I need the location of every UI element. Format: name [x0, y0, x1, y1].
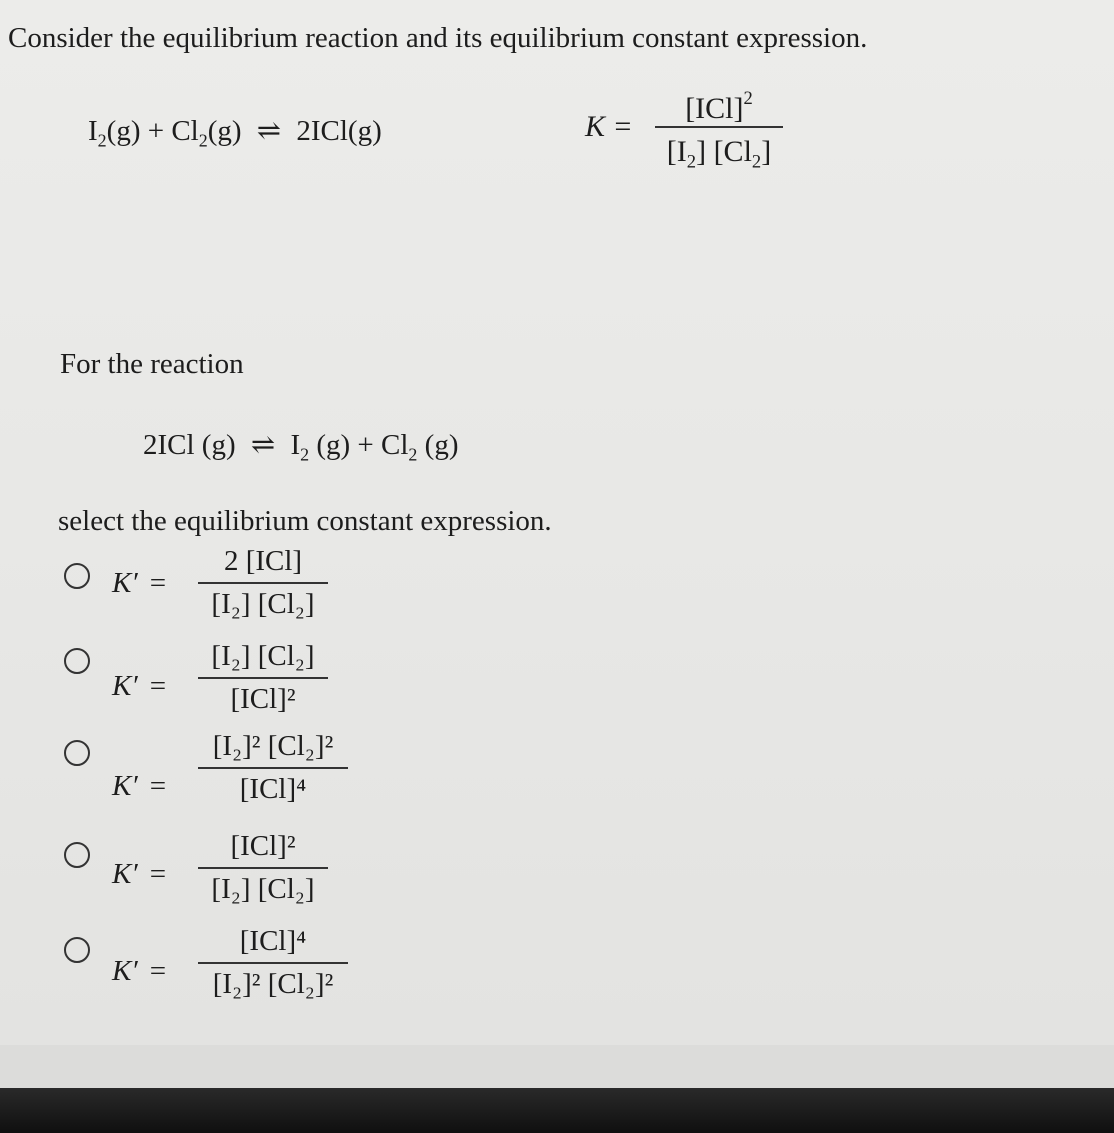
screen-bezel	[0, 1088, 1114, 1133]
reverse-reaction: 2ICl (g) ⇌ $I_2$ $(g) + Cl_2$ (g)	[143, 429, 459, 465]
radio-button[interactable]	[64, 740, 90, 766]
for-the-reaction-label: For the reaction	[60, 348, 244, 380]
answer-option-2[interactable]: K′ = [I₂] [Cl₂] [ICl]²	[0, 640, 420, 730]
equilibrium-arrow-icon: ⇌	[250, 429, 276, 461]
k-label: K =	[585, 110, 633, 143]
radio-button[interactable]	[64, 937, 90, 963]
answer-option-5[interactable]: K′ = [ICl]⁴ [I₂]² [Cl₂]²	[0, 925, 420, 1035]
radio-button[interactable]	[64, 648, 90, 674]
page-bottom-margin	[0, 1045, 1114, 1088]
instruction: select the equilibrium constant expression.	[58, 505, 552, 537]
answer-option-1[interactable]: K′ = 2 [ICl] [I₂] [Cl₂]	[0, 545, 420, 645]
original-reaction: $I_2(g) + Cl_2(g)$ ⇌ 2ICl(g)	[88, 115, 382, 151]
answer-option-3[interactable]: K′ = [I₂]² [Cl₂]² [ICl]⁴	[0, 730, 420, 825]
question-prompt: Consider the equilibrium reaction and its equilibrium constant expression.	[8, 22, 868, 54]
radio-button[interactable]	[64, 842, 90, 868]
k-fraction: [ICl]$^2$ $[I_2]$ $[Cl_2]$	[655, 92, 783, 172]
equilibrium-arrow-icon: ⇌	[256, 115, 282, 147]
radio-button[interactable]	[64, 563, 90, 589]
answer-option-4[interactable]: K′ = [ICl]² [I₂] [Cl₂]	[0, 830, 420, 925]
